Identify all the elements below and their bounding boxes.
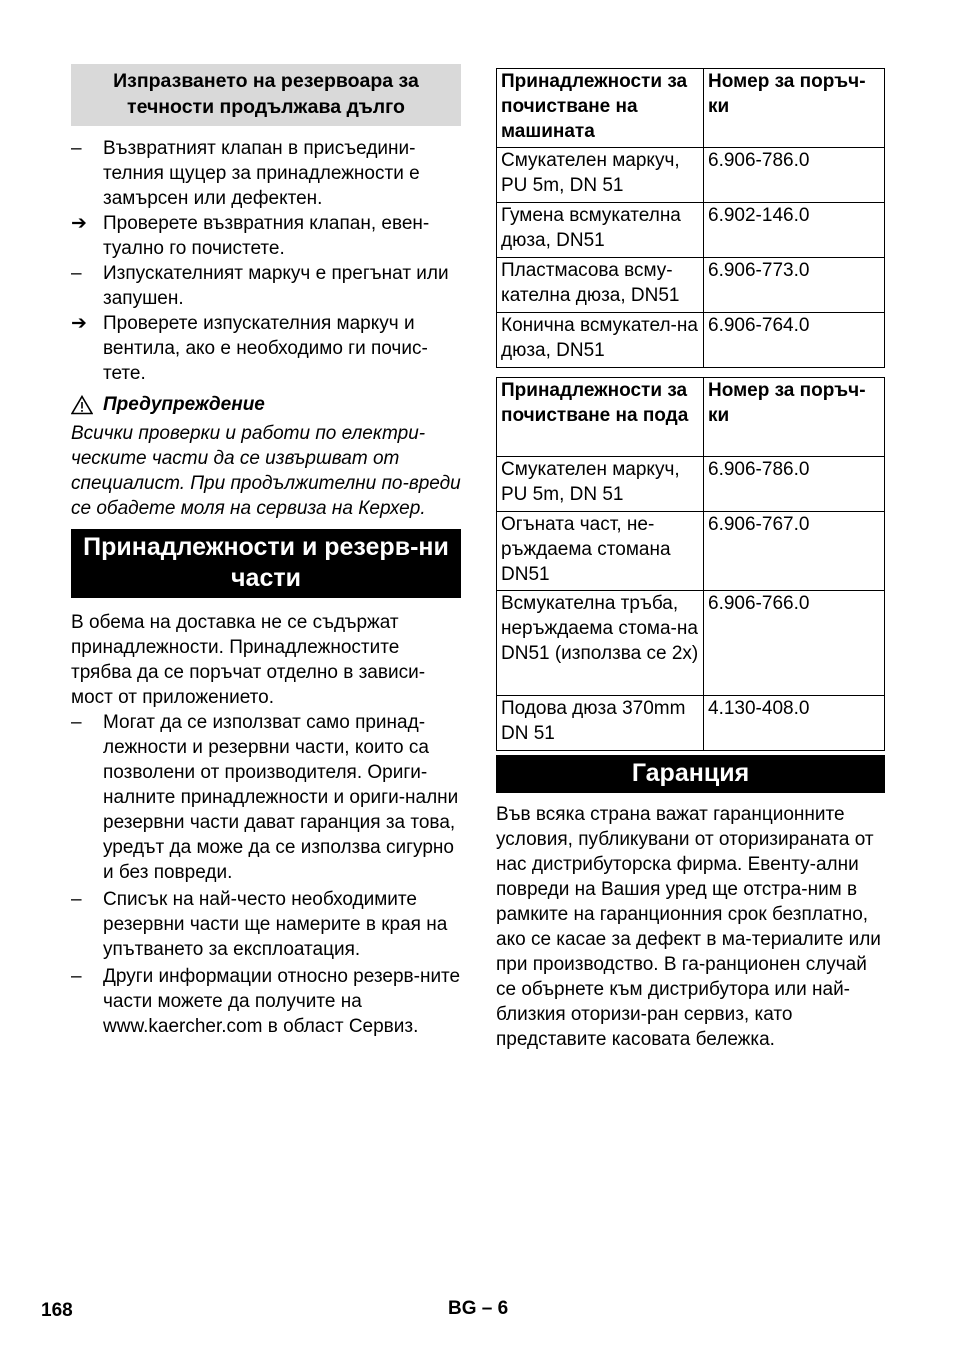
table-cell: 6.902-146.0 [704,203,885,258]
list-item-text: Други информации относно резерв-ните части можете да получите на www.kaercher.com в област Сервиз. [103,966,461,1037]
table-row [497,258,885,313]
list-item [71,964,461,1039]
warranty-heading: Гаранция [496,755,885,793]
table-header-cell: Принадлежности за почистване на машината [497,69,704,148]
table-header-row [497,378,885,457]
arrow-right-icon: ➔ [71,213,87,234]
table-cell: Смукателен маркуч, PU 5m, DN 51 [497,457,704,512]
table-row [497,591,885,696]
language-page-label: BG – 6 [448,1298,509,1319]
list-item-text: Проверете възвратния клапан, евен-туално го почистете. [103,213,430,259]
list-item-text: Могат да се използват само принад-лежности и резервни части, които са позволени от производителя. Ориги-налните принадлежности и ориги-нални резервни части дават гаранция за това, уредът да може да се използва сигурно и без повреди. [103,712,459,883]
warning-title-text: Предупреждение [103,394,265,415]
warning-title [71,392,461,417]
dash-marker: – [71,138,82,159]
table-cell: Смукателен маркуч, PU 5m, DN 51 [497,148,704,203]
accessories-intro: В обема на доставка не се съдържат принадлежности. Принадлежностите трябва да се поръчат отделно в зависи-мост от приложението. [71,612,426,708]
table-cell: 6.906-773.0 [704,258,885,313]
page-number: 168 [41,1300,73,1321]
table-header-row [497,69,885,148]
table-cell: Конична всмукател-на дюза, DN51 [497,313,704,368]
list-item-text: Списък на най-често необходимите резервни части ще намерите в края на упътването за експлоатация. [103,889,448,960]
table-cell: 4.130-408.0 [704,696,885,751]
table-row [497,457,885,512]
list-item [71,311,461,386]
dash-marker: – [71,712,82,733]
table-cell: Пластмасова всму-кателна дюза, DN51 [497,258,704,313]
table-cell: 6.906-786.0 [704,457,885,512]
table-cell: 6.906-786.0 [704,148,885,203]
floor-accessories-table [496,377,885,751]
list-item [71,887,461,962]
accessories-heading: Принадлежности и резерв-ни части [71,529,461,598]
table-cell: Огънатa част, не-ръждаема стомана DN51 [497,512,704,591]
list-item [71,710,461,885]
list-item-text: Изпускателният маркуч е прегънат или запушен. [103,263,449,309]
table-row [497,512,885,591]
table-row [497,203,885,258]
right-column [496,68,885,1052]
warning-triangle-icon [71,395,93,415]
table-cell: 6.906-767.0 [704,512,885,591]
table-cell: 6.906-766.0 [704,591,885,696]
table-cell: Гумена всмукателна дюза, DN51 [497,203,704,258]
table-header-cell: Принадлежности за почистване на пода [497,378,704,457]
list-item [71,261,461,311]
dash-marker: – [71,966,82,987]
arrow-right-icon: ➔ [71,313,87,334]
warranty-text: Във всяка страна важат гаранционните условия, публикувани от оторизираната от нас дистрибуторска фирма. Евенту-ални повреди на Вашия уред ще отстра-ним в рамките на гаранционния срок безплатно, ако се касае за дефект в ма-териалите или при производство. В га-ранционен случай се обърнете към дистрибутора или най-близкия оторизи-ран сервиз, като представите касовата бележка. [496,804,881,1050]
left-column [71,64,461,1039]
table-header-cell: Номер за поръч-ки [704,69,885,148]
list-item [71,211,461,261]
table-row [497,313,885,368]
machine-accessories-table [496,68,885,368]
dash-marker: – [71,889,82,910]
dash-marker: – [71,263,82,284]
list-item [71,136,461,211]
table-row [497,148,885,203]
list-item-text: Проверете изпускателния маркуч и вентила, ако е необходимо ги почис-тете. [103,313,428,384]
table-cell: Всмукателна тръба, неръждаема стома-на DN51 (използва се 2x) [497,591,704,696]
table-cell: Подова дюза 370mm DN 51 [497,696,704,751]
section-title-draining: Изпразването на резервоара за течности продължава дълго [71,64,461,126]
table-header-cell: Номер за поръч-ки [704,378,885,457]
table-cell: 6.906-764.0 [704,313,885,368]
warning-text: Всички проверки и работи по електри-ческите части да се извършват от специалист. При продължителни по-вреди се обадете моля на сервиза на Керхер. [71,423,461,519]
table-row [497,696,885,751]
list-item-text: Възвратният клапан в присъедини-телния щуцер за принадлежности е замърсен или дефектен. [103,138,420,209]
